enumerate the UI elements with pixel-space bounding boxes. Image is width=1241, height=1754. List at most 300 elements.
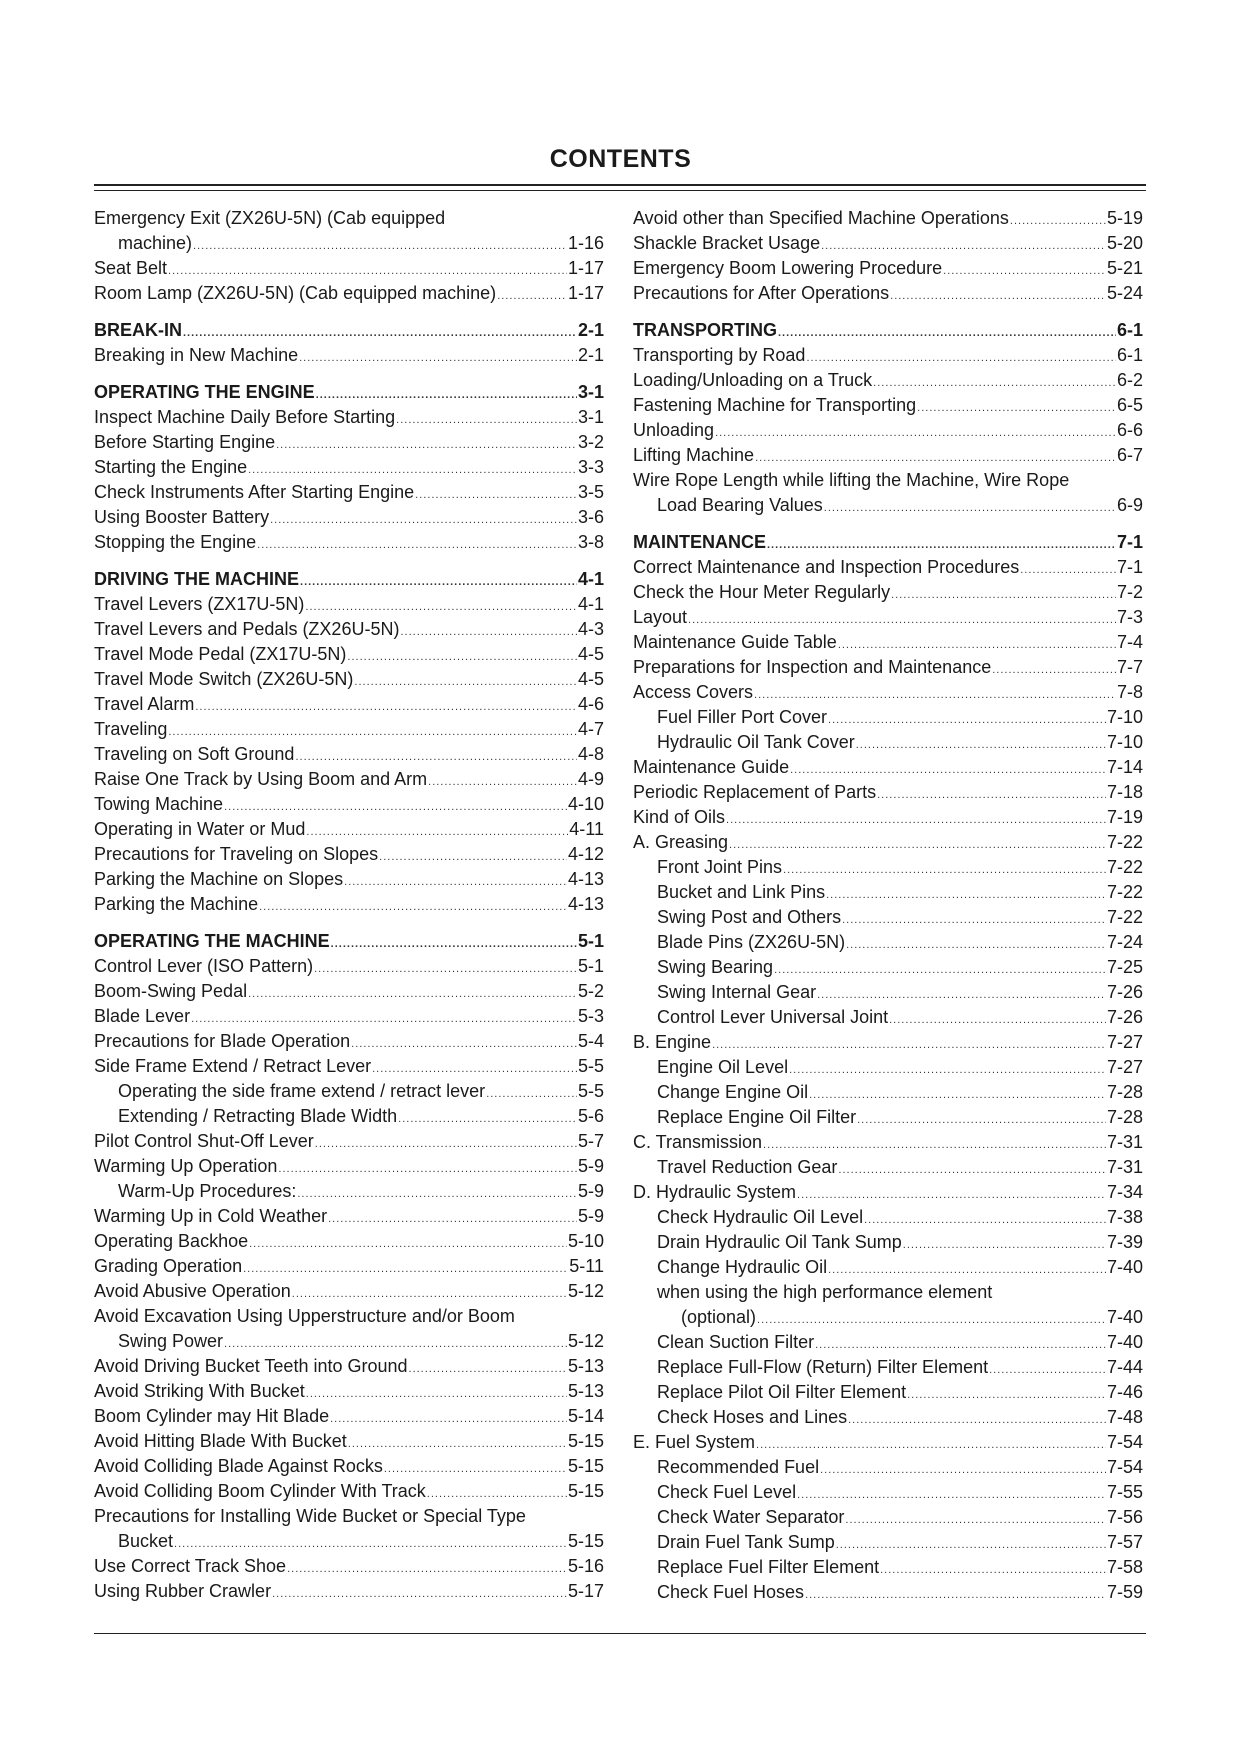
toc-page-number: 6-9 [1116,495,1143,515]
toc-entry[interactable] [633,1580,1143,1605]
toc-entry[interactable] [94,1054,604,1079]
toc-section-header[interactable] [94,380,604,405]
toc-entry[interactable] [94,767,604,792]
toc-page-number: 4-1 [577,569,604,589]
dot-leader [877,783,1106,808]
dot-leader [891,583,1116,608]
toc-entry[interactable] [94,1154,604,1179]
toc-entry[interactable] [633,1355,1143,1380]
toc-entry[interactable] [633,443,1143,468]
toc-entry-title: Seat Belt [94,258,168,278]
toc-page-number: 1-16 [567,233,604,253]
toc-entry-title: Breaking in New Machine [94,345,299,365]
toc-entry[interactable] [94,1279,604,1304]
toc-page-number: 5-7 [577,1131,604,1151]
toc-entry-title: Traveling on Soft Ground [94,744,295,764]
toc-page-number: 3-2 [577,432,604,452]
toc-page-number: 7-28 [1106,1107,1143,1127]
dot-leader [907,1383,1106,1408]
toc-entry-title: Traveling [94,719,168,739]
toc-entry[interactable] [94,1454,604,1479]
toc-page-number: 7-39 [1106,1232,1143,1252]
toc-page-number: 5-2 [577,981,604,1001]
dot-leader [842,908,1106,933]
dot-leader [880,1558,1106,1583]
toc-right-column [633,206,1143,1605]
dot-leader [314,957,577,982]
toc-page-number: 5-15 [567,1431,604,1451]
toc-entry[interactable] [94,642,604,667]
toc-page-number: 5-5 [577,1056,604,1076]
toc-entry[interactable] [633,231,1143,256]
dot-leader [330,1407,567,1432]
toc-entry-title: Shackle Bracket Usage [633,233,821,253]
toc-entry-title: Avoid other than Specified Machine Operations [633,208,1009,228]
toc-entry-title: (optional) [681,1307,757,1327]
dot-leader [270,508,577,533]
toc-page-number: 7-27 [1106,1057,1143,1077]
toc-page-number: 5-4 [577,1031,604,1051]
toc-entry-title: Travel Alarm [94,694,195,714]
toc-entry[interactable] [633,580,1143,605]
toc-entry[interactable] [94,1179,604,1204]
toc-entry[interactable] [633,1530,1143,1555]
toc-entry[interactable] [633,1380,1143,1405]
dot-leader [276,433,577,458]
top-rule [94,184,1146,186]
toc-entry[interactable] [633,1455,1143,1480]
dot-leader [903,1233,1106,1258]
toc-page-number: 4-13 [567,894,604,914]
toc-entry[interactable] [94,1129,604,1154]
toc-entry[interactable] [94,1029,604,1054]
toc-page-number: 7-1 [1116,532,1143,552]
toc-entry[interactable] [633,555,1143,580]
toc-entry[interactable] [633,1055,1143,1080]
toc-entry-title: Drain Fuel Tank Sump [657,1532,835,1552]
toc-entry-title: Before Starting Engine [94,432,276,452]
dot-leader [774,958,1106,983]
dot-leader [826,883,1106,908]
toc-entry[interactable] [633,830,1143,855]
toc-page-number: 5-16 [567,1556,604,1576]
toc-entry-title: Check Fuel Level [657,1482,797,1502]
toc-entry[interactable] [94,592,604,617]
toc-entry-title: Parking the Machine on Slopes [94,869,344,889]
toc-page-number: 7-57 [1106,1532,1143,1552]
toc-entry[interactable] [94,1379,604,1404]
toc-entry[interactable] [94,892,604,917]
dot-leader [824,496,1116,521]
dot-leader [344,870,567,895]
dot-leader [249,1232,567,1257]
toc-page-number: 7-8 [1116,682,1143,702]
toc-page-number: 7-26 [1106,1007,1143,1027]
toc-entry[interactable] [94,505,604,530]
toc-page-number: 6-1 [1116,320,1143,340]
toc-entry[interactable] [633,256,1143,281]
toc-entry-title: Operating in Water or Mud [94,819,306,839]
toc-entry[interactable] [633,680,1143,705]
toc-entry[interactable] [94,1429,604,1454]
toc-page-number: 6-2 [1116,370,1143,390]
toc-entry-title: BREAK-IN [94,320,182,340]
dot-leader [890,284,1106,309]
toc-entry-continued-line: Avoid Excavation Using Upperstructure and/or Boom [94,1306,515,1326]
dot-leader [193,234,567,259]
toc-entry[interactable] [94,405,604,430]
toc-page-number: 5-13 [567,1381,604,1401]
toc-page-number: 5-24 [1106,283,1143,303]
toc-entry[interactable] [633,1130,1143,1155]
toc-entry-title: Swing Internal Gear [657,982,817,1002]
toc-entry[interactable] [633,630,1143,655]
toc-entry[interactable] [94,1479,604,1504]
toc-page-number: 5-12 [567,1281,604,1301]
toc-page-number: 5-11 [569,1256,604,1276]
toc-page-number: 5-9 [577,1156,604,1176]
toc-entry-title: Replace Fuel Filter Element [657,1557,880,1577]
toc-page-number: 5-3 [577,1006,604,1026]
toc-entry-title: Check Fuel Hoses [657,1582,805,1602]
dot-leader [889,1008,1106,1033]
dot-leader [848,1408,1106,1433]
toc-page-number: 1-17 [567,283,604,303]
toc-page-number: 7-25 [1106,957,1143,977]
dot-leader [783,858,1106,883]
toc-entry[interactable] [94,281,604,306]
toc-page-number: 7-19 [1106,807,1143,827]
dot-leader [856,733,1106,758]
toc-entry-title: Unloading [633,420,715,440]
toc-entry[interactable] [94,1254,604,1279]
toc-entry-title: Blade Pins (ZX26U-5N) [657,932,846,952]
toc-page-number: 7-22 [1106,832,1143,852]
toc-entry-title: Check Hoses and Lines [657,1407,848,1427]
dot-leader [805,1583,1106,1608]
toc-entry-title: Operating the side frame extend / retract lever [118,1081,486,1101]
toc-entry-title: Lifting Machine [633,445,755,465]
toc-entry-title: Pilot Control Shut-Off Lever [94,1131,314,1151]
toc-entry-title: Towing Machine [94,794,224,814]
toc-entry-title: Replace Pilot Oil Filter Element [657,1382,907,1402]
toc-entry-title: Maintenance Guide [633,757,790,777]
toc-entry[interactable] [94,1004,604,1029]
dot-leader [259,895,567,920]
toc-left-column [94,206,604,1604]
dot-leader [943,259,1106,284]
toc-entry[interactable] [94,617,604,642]
toc-page-number: 7-56 [1106,1507,1143,1527]
toc-page-number: 6-5 [1116,395,1143,415]
toc-entry-continued-line: when using the high performance element [657,1282,993,1302]
toc-page-number: 7-38 [1106,1207,1143,1227]
toc-section-header[interactable] [633,318,1143,343]
toc-entry[interactable] [633,705,1143,730]
toc-page-number: 3-5 [577,482,604,502]
toc-entry-title: OPERATING THE MACHINE [94,931,330,951]
toc-entry[interactable] [633,418,1143,443]
toc-entry-title: Precautions for Blade Operation [94,1031,351,1051]
toc-entry[interactable] [94,1554,604,1579]
toc-entry[interactable] [633,393,1143,418]
toc-entry[interactable] [94,1204,604,1229]
toc-entry[interactable] [94,231,604,256]
toc-entry[interactable] [633,206,1143,231]
toc-page-number: 5-10 [567,1231,604,1251]
dot-leader [257,533,577,558]
toc-entry-title: Warm-Up Procedures: [118,1181,297,1201]
toc-entry-continued-line: Precautions for Installing Wide Bucket or Special Type [94,1506,526,1526]
toc-entry-title: Stopping the Engine [94,532,257,552]
dot-leader [828,708,1106,733]
toc-entry-title: Avoid Hitting Blade With Bucket [94,1431,347,1451]
toc-entry[interactable] [94,343,604,368]
dot-leader [409,1357,567,1382]
toc-entry-title: Raise One Track by Using Boom and Arm [94,769,428,789]
dot-leader [351,1032,577,1057]
toc-entry[interactable] [633,980,1143,1005]
toc-entry[interactable] [94,1229,604,1254]
toc-entry[interactable] [633,655,1143,680]
toc-entry-title: Precautions for Traveling on Slopes [94,844,379,864]
toc-entry-title: E. Fuel System [633,1432,756,1452]
toc-entry[interactable] [94,867,604,892]
toc-entry[interactable] [94,1529,604,1554]
toc-entry-title: Clean Suction Filter [657,1332,815,1352]
toc-entry[interactable] [94,256,604,281]
dot-leader [715,421,1116,446]
toc-entry[interactable] [94,667,604,692]
toc-entry[interactable] [633,1205,1143,1230]
toc-page-number: 4-6 [577,694,604,714]
toc-page-number: 7-40 [1106,1307,1143,1327]
toc-entry-title: DRIVING THE MACHINE [94,569,300,589]
toc-entry-title: Use Correct Track Shoe [94,1556,287,1576]
toc-entry-title: Avoid Driving Bucket Teeth into Ground [94,1356,408,1376]
toc-entry-title: Check the Hour Meter Regularly [633,582,891,602]
toc-page-number: 7-7 [1116,657,1143,677]
toc-entry[interactable] [633,1005,1143,1030]
dot-leader [917,396,1116,421]
bottom-rule [94,1633,1146,1634]
toc-entry[interactable] [94,455,604,480]
toc-entry[interactable] [94,692,604,717]
toc-entry[interactable] [633,1505,1143,1530]
toc-entry-title: Maintenance Guide Table [633,632,837,652]
toc-page-number: 4-9 [577,769,604,789]
toc-entry[interactable] [633,755,1143,780]
dot-leader [299,346,577,371]
toc-entry[interactable] [94,717,604,742]
dot-leader [486,1082,577,1107]
toc-entry[interactable] [94,817,604,842]
toc-page-number: 7-18 [1106,782,1143,802]
toc-entry-title: Emergency Boom Lowering Procedure [633,258,943,278]
dot-leader [845,1508,1106,1533]
dot-leader [396,408,577,433]
toc-page-number: 5-15 [567,1456,604,1476]
dot-leader [497,284,567,309]
toc-entry[interactable] [94,1579,604,1604]
toc-entry-title: Swing Post and Others [657,907,842,927]
toc-entry-title: Avoid Abusive Operation [94,1281,291,1301]
toc-entry-title: Fastening Machine for Transporting [633,395,917,415]
toc-entry-title: Starting the Engine [94,457,248,477]
dot-leader [1010,209,1106,234]
toc-page-number: 5-1 [577,956,604,976]
toc-page-number: 7-10 [1106,707,1143,727]
toc-entry-title: Swing Bearing [657,957,774,977]
dot-leader [428,770,577,795]
toc-entry-continued-line: Emergency Exit (ZX26U-5N) (Cab equipped [94,208,446,228]
toc-entry-title: Access Covers [633,682,754,702]
toc-page-number: 5-9 [577,1181,604,1201]
toc-entry[interactable] [633,368,1143,393]
toc-entry-title: Control Lever (ISO Pattern) [94,956,314,976]
toc-page-number: 7-22 [1106,882,1143,902]
toc-entry-title: Preparations for Inspection and Maintenance [633,657,992,677]
toc-entry[interactable] [633,343,1143,368]
toc-entry-title: Travel Mode Switch (ZX26U-5N) [94,669,354,689]
toc-entry-title: Check Hydraulic Oil Level [657,1207,864,1227]
top-rule-thin [94,190,1146,191]
toc-page-number: 3-1 [577,407,604,427]
toc-entry[interactable] [633,605,1143,630]
dot-leader [297,1182,577,1207]
toc-entry-title: Travel Mode Pedal (ZX17U-5N) [94,644,347,664]
toc-page-number: 7-22 [1106,907,1143,927]
toc-entry-title: Check Water Separator [657,1507,845,1527]
toc-entry-title: Inspect Machine Daily Before Starting [94,407,396,427]
toc-entry-title: B. Engine [633,1032,712,1052]
toc-page-number: 4-5 [577,644,604,664]
toc-entry-title: Check Instruments After Starting Engine [94,482,415,502]
toc-page-number: 7-58 [1106,1557,1143,1577]
toc-entry[interactable] [633,855,1143,880]
toc-page-number: 4-11 [569,819,604,839]
toc-entry[interactable] [633,281,1143,306]
toc-entry[interactable] [633,1080,1143,1105]
toc-page-number: 4-13 [567,869,604,889]
toc-section-header[interactable] [94,567,604,592]
toc-entry-title: Blade Lever [94,1006,191,1026]
toc-entry[interactable] [633,1555,1143,1580]
toc-entry[interactable] [94,842,604,867]
toc-entry[interactable] [94,430,604,455]
toc-entry[interactable] [633,955,1143,980]
toc-entry[interactable] [94,979,604,1004]
dot-leader [1020,558,1116,583]
toc-entry-title: Periodic Replacement of Parts [633,782,877,802]
toc-entry-title: Load Bearing Values [657,495,823,515]
dot-leader [243,1257,568,1282]
toc-entry[interactable] [633,905,1143,930]
toc-entry[interactable] [633,1230,1143,1255]
toc-entry-title: Avoid Striking With Bucket [94,1381,305,1401]
toc-page-number: 4-3 [577,619,604,639]
toc-entry[interactable] [94,1354,604,1379]
toc-page-number: 4-1 [577,594,604,614]
toc-page-number: 7-59 [1106,1582,1143,1602]
toc-entry-title: Avoid Colliding Blade Against Rocks [94,1456,383,1476]
toc-section-header[interactable] [94,318,604,343]
toc-page-number: 5-1 [577,931,604,951]
toc-entry[interactable] [633,1030,1143,1055]
toc-entry-title: Using Booster Battery [94,507,270,527]
toc-entry[interactable] [633,805,1143,830]
toc-entry-title: Extending / Retracting Blade Width [118,1106,398,1126]
toc-page-number: 7-48 [1106,1407,1143,1427]
toc-page-number: 7-46 [1106,1382,1143,1402]
toc-page-number: 2-1 [577,345,604,365]
toc-page-number: 3-8 [577,532,604,552]
toc-page-number: 7-10 [1106,732,1143,752]
toc-entry[interactable] [633,1330,1143,1355]
dot-leader [726,808,1106,833]
toc-entry[interactable] [633,930,1143,955]
toc-page-number: 7-24 [1106,932,1143,952]
toc-entry[interactable] [94,1104,604,1129]
toc-page-number: 4-10 [567,794,604,814]
toc-entry-title: machine) [118,233,193,253]
toc-entry[interactable] [633,1155,1143,1180]
toc-entry-title: Swing Power [118,1331,224,1351]
toc-entry[interactable] [94,792,604,817]
toc-entry-title: Fuel Filler Port Cover [657,707,828,727]
toc-entry[interactable] [94,480,604,505]
dot-leader [315,1132,577,1157]
toc-entry[interactable] [633,730,1143,755]
toc-page-number: 7-22 [1106,857,1143,877]
toc-entry-title: Boom Cylinder may Hit Blade [94,1406,330,1426]
toc-entry-title: Bucket and Link Pins [657,882,826,902]
toc-entry-title: Side Frame Extend / Retract Lever [94,1056,372,1076]
toc-entry[interactable] [94,742,604,767]
toc-page-number: 5-21 [1106,258,1143,278]
toc-entry[interactable] [94,954,604,979]
toc-section-header[interactable] [633,530,1143,555]
toc-entry[interactable] [633,1480,1143,1505]
toc-entry-title: Layout [633,607,688,627]
toc-entry[interactable] [633,780,1143,805]
toc-entry-title: Grading Operation [94,1256,243,1276]
toc-entry[interactable] [633,1105,1143,1130]
toc-page-number: 5-9 [577,1206,604,1226]
toc-entry[interactable] [633,1305,1143,1330]
toc-page-number: 7-31 [1106,1157,1143,1177]
toc-section-header[interactable] [94,929,604,954]
dot-leader [347,645,577,670]
toc-entry[interactable] [633,1180,1143,1205]
toc-page-number: 6-1 [1116,345,1143,365]
toc-entry[interactable] [633,1430,1143,1455]
toc-entry-title: Using Rubber Crawler [94,1581,272,1601]
toc-entry[interactable] [633,1405,1143,1430]
toc-entry[interactable] [94,1079,604,1104]
toc-page-number: 7-26 [1106,982,1143,1002]
toc-entry-title: Hydraulic Oil Tank Cover [657,732,855,752]
toc-entry-title: Travel Levers and Pedals (ZX26U-5N) [94,619,400,639]
toc-entry[interactable] [94,530,604,555]
toc-entry[interactable] [633,493,1143,518]
toc-entry[interactable] [94,1404,604,1429]
toc-entry[interactable] [94,1329,604,1354]
toc-page-number: 7-44 [1106,1357,1143,1377]
toc-entry[interactable] [633,1255,1143,1280]
dot-leader [278,1157,577,1182]
toc-entry[interactable] [633,880,1143,905]
